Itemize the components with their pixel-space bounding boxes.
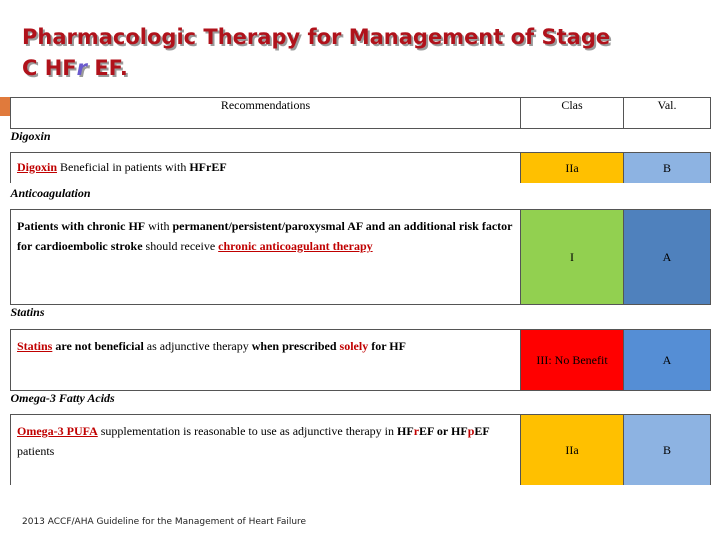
recommendation-text <box>11 153 521 184</box>
section-row-statins <box>11 305 711 330</box>
text-segment: should receive <box>142 239 219 253</box>
section-label: Omega-3 Fatty Acids <box>11 391 711 415</box>
section-label: Statins <box>11 305 711 330</box>
text-bold: EF <box>474 424 490 438</box>
section-row-digoxin <box>11 129 711 153</box>
text-bold: HF <box>397 424 414 438</box>
text-segment: with <box>145 219 173 233</box>
recommendation-text <box>11 415 521 486</box>
class-cell: III: No Benefit <box>521 330 624 391</box>
section-label: Digoxin <box>11 129 711 153</box>
text-bold: HFrEF <box>189 160 227 174</box>
table-row-statins <box>11 330 711 391</box>
table-row-digoxin <box>11 153 711 184</box>
text-highlight: p <box>467 424 475 438</box>
text-bold: EF or HF <box>419 424 468 438</box>
header-level: Val. <box>624 98 711 129</box>
title-highlight: r <box>76 56 88 80</box>
level-cell: B <box>624 415 711 486</box>
text-highlight: r <box>413 424 420 438</box>
drug-name: Digoxin <box>17 160 58 174</box>
text-bold: Patients with chronic HF <box>17 219 146 233</box>
class-cell: IIa <box>521 415 624 486</box>
drug-name: Statins <box>17 339 53 353</box>
header-class: Clas <box>521 98 624 129</box>
table-row-omega3 <box>11 415 711 486</box>
page-title <box>22 22 712 84</box>
level-cell: B <box>624 153 711 184</box>
section-row-anticoagulation <box>11 183 711 210</box>
section-row-omega3 <box>11 391 711 415</box>
table-row-anticoagulation <box>11 210 711 305</box>
text-highlight: solely <box>339 339 369 353</box>
text-segment: supplementation is reasonable to use as adjunctive therapy in <box>97 424 398 438</box>
text-bold: permanent/persistent/paroxysmal AF <box>172 219 363 233</box>
header-recommendations: Recommendations <box>11 98 521 129</box>
table-header-row <box>11 98 711 129</box>
level-cell: A <box>624 210 711 305</box>
title-line1: Pharmacologic Therapy for Management of Stage <box>22 25 611 49</box>
footer-citation: 2013 ACCF/AHA Guideline for the Management of Heart Failure <box>22 517 307 527</box>
title-line2-post: EF. <box>87 56 128 80</box>
text-segment: Beneficial in patients with <box>57 160 190 174</box>
text-bold: for HF <box>368 339 406 353</box>
section-label: Anticoagulation <box>10 186 91 200</box>
text-highlight: chronic anticoagulant therapy <box>218 239 373 253</box>
text-bold: are not beneficial <box>52 339 144 353</box>
recommendation-text <box>11 330 521 391</box>
text-segment: and an additional risk factor for cardioembolic stroke <box>17 219 513 253</box>
recommendations-table <box>10 97 711 485</box>
title-line2-pre: C HF <box>22 56 77 80</box>
text-segment: patients <box>17 444 55 458</box>
recommendation-text <box>11 210 521 305</box>
drug-name: Omega-3 PUFA <box>17 424 98 438</box>
text-bold: when prescribed <box>251 339 340 353</box>
text-segment: as adjunctive therapy <box>143 339 252 353</box>
level-cell: A <box>624 330 711 391</box>
class-cell: I <box>521 210 624 305</box>
class-cell: IIa <box>521 153 624 184</box>
